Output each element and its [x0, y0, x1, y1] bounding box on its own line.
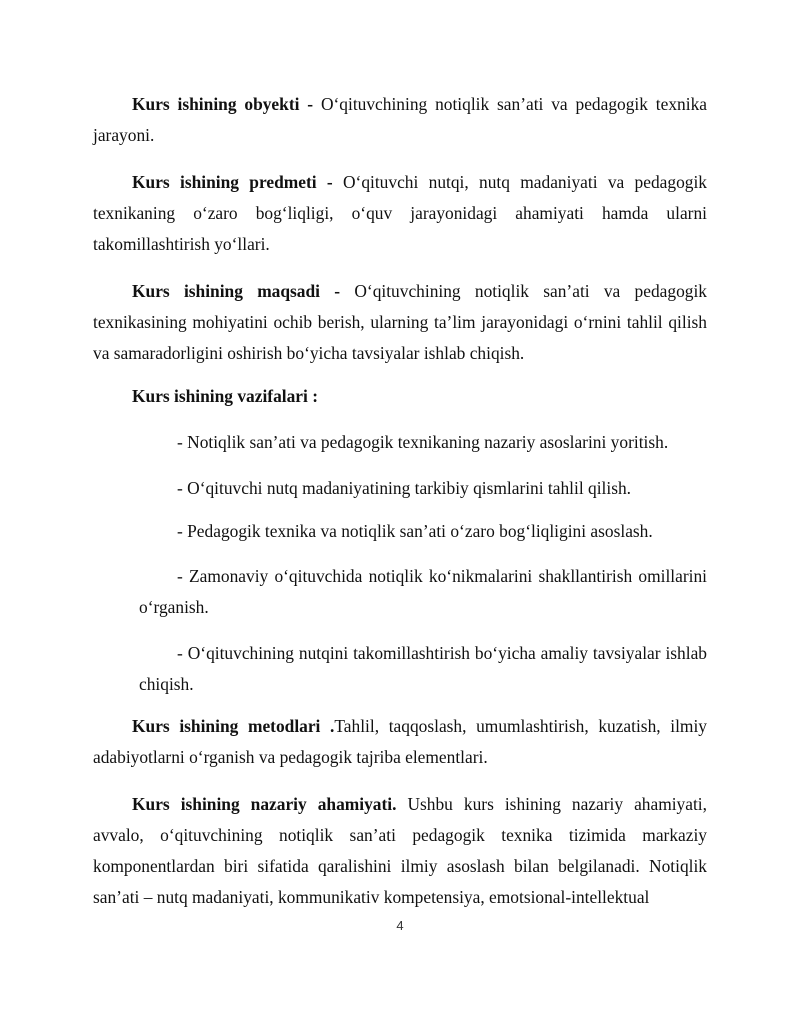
paragraph-metodlari-label: Kurs ishining metodlari . [132, 716, 335, 736]
paragraph-nazariy [93, 789, 707, 913]
paragraph-metodlari-text: Tahlil, taqqoslash, umumlashtirish, kuzatish, ilmiy adabiyotlarni o‘rganish va pedagogik tajriba elementlari. [93, 716, 707, 767]
vazifa-item-1: - Notiqlik san’ati va pedagogik texnikaning nazariy asoslarini yoritish. [177, 432, 669, 452]
vazifa-item-2: - O‘qituvchi nutq madaniyatining tarkibiy qismlarini tahlil qilish. [177, 478, 632, 498]
paragraph-predmeti-label: Kurs ishining predmeti - [132, 172, 333, 192]
paragraph-nazariy-label: Kurs ishining nazariy ahamiyati. [132, 794, 397, 814]
paragraph-obyekti [93, 89, 707, 151]
paragraph-obyekti-text: O‘qituvchining notiqlik san’ati va pedagogik texnika jarayoni. [93, 94, 707, 145]
vazifa-item-4: - Zamonaviy o‘qituvchida notiqlik ko‘nikmalarini shakllantirish omillarini o‘rganish. [139, 566, 707, 617]
vazifa-item-5: - O‘qituvchining nutqini takomillashtirish bo‘yicha amaliy tavsiyalar ishlab chiqish. [139, 643, 707, 694]
paragraph-predmeti [93, 167, 707, 260]
paragraph-nazariy-text: Ushbu kurs ishining nazariy ahamiyati, avvalo, o‘qituvchining notiqlik san’ati pedagogik texnika tizimida markaziy komponentlardan biri sifatida qaralishini ilmiy asoslash bilan belgilanadi. Notiqlik san’ati – nutq madaniyati, kommunikativ kompetensiya, emotsional-intellektual [93, 794, 707, 907]
paragraph-maqsadi-label: Kurs ishining maqsadi - [132, 281, 341, 301]
paragraph-maqsadi-text: O‘qituvchining notiqlik san’ati va pedagogik texnikasining mohiyatini ochib berish, ularning ta’lim jarayonidagi o‘rnini tahlil qilish va samaradorligini oshirish bo‘yicha tavsiyalar ishlab chiqish. [93, 281, 707, 363]
page-number: 4 [396, 918, 404, 933]
vazifalari-heading: Kurs ishining vazifalari : [132, 386, 318, 406]
paragraph-maqsadi [93, 276, 707, 369]
vazifa-item-3: - Pedagogik texnika va notiqlik san’ati o‘zaro bog‘liqligini asoslash. [177, 521, 653, 541]
paragraph-metodlari [93, 711, 707, 773]
paragraph-obyekti-label: Kurs ishining obyekti - [132, 94, 314, 114]
paragraph-predmeti-text: O‘qituvchi nutqi, nutq madaniyati va pedagogik texnikaning o‘zaro bog‘liqligi, o‘quv jarayonidagi ahamiyati hamda ularni takomillashtirish yo‘llari. [93, 172, 707, 254]
